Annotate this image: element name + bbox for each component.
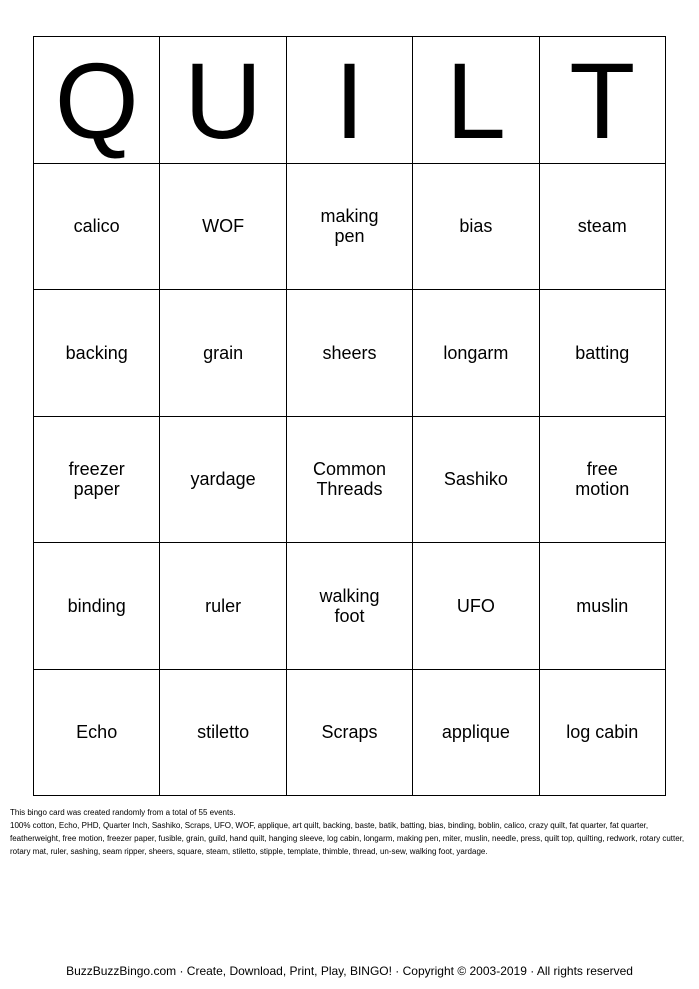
events-list: 100% cotton, Echo, PHD, Quarter Inch, Sashiko, Scraps, UFO, WOF, applique, art quilt, backing, baste, batik, batting, bias, binding, boblin, calico, crazy quilt, fat quarter, fat quarter, featherweight, free motion, freezer paper, fusible, grain, guild, hand quilt, hanging sleeve, log cabin, longarm, making pen, miter, muslin, needle, press, quilt top, quilting, redwork, rotary cutter, rotary mat, ruler, sashing, seam ripper, sheers, square, steam, stiletto, stipple, template, thimble, thread, un-sew, walking foot, yardage. (10, 821, 685, 856)
bingo-cell-text: sheers (322, 342, 377, 363)
bingo-cell (160, 417, 286, 544)
bingo-cell-text: bias (459, 216, 493, 237)
bingo-cell (287, 164, 413, 291)
bingo-cell (287, 417, 413, 544)
bingo-cell-text: applique (441, 722, 510, 743)
bingo-cell-text: ruler (205, 595, 242, 616)
bingo-cell (540, 290, 666, 417)
bingo-row-5 (34, 670, 666, 797)
bingo-cell (413, 290, 539, 417)
bingo-cell-text: stiletto (197, 722, 250, 743)
bingo-cell (540, 670, 666, 797)
bingo-cell (34, 670, 160, 797)
bingo-cell (540, 543, 666, 670)
header-letter-i: I (287, 37, 413, 164)
bingo-cell-text: calico (73, 216, 120, 237)
header-letter-l: L (413, 37, 539, 164)
bingo-cell-text: grain (203, 342, 244, 363)
bingo-cell-text: Common Threads (312, 459, 386, 500)
bingo-cell (413, 417, 539, 544)
bingo-cell (287, 670, 413, 797)
bingo-cell-text: yardage (190, 469, 256, 490)
bingo-cell (287, 543, 413, 670)
bingo-cell-text: batting (575, 342, 630, 363)
header-letter-t: T (540, 37, 666, 164)
bingo-cell-text: freezer paper (68, 459, 125, 500)
bingo-cell-text: free motion (575, 459, 630, 500)
header-letter-u: U (160, 37, 286, 164)
bingo-cell-text: binding (67, 595, 126, 616)
bingo-cell-text: UFO (456, 595, 495, 616)
bingo-cell-text: Scraps (321, 722, 378, 743)
bingo-cell-text: Sashiko (443, 469, 508, 490)
card-info (10, 806, 690, 858)
bingo-cell-text: making pen (320, 206, 379, 247)
bingo-cell (413, 543, 539, 670)
bingo-cell-text: walking foot (319, 585, 380, 626)
bingo-cell (287, 290, 413, 417)
bingo-cell (540, 417, 666, 544)
bingo-row-1 (34, 164, 666, 291)
bingo-cell (160, 164, 286, 291)
bingo-cell (413, 670, 539, 797)
bingo-row-4 (34, 543, 666, 670)
footer-copyright: BuzzBuzzBingo.com · Create, Download, Print, Play, BINGO! · Copyright © 2003-2019 · All rights reserved (66, 964, 633, 978)
bingo-row-2 (34, 290, 666, 417)
created-note: This bingo card was created randomly from a total of 55 events. (10, 808, 236, 817)
bingo-row-3 (34, 417, 666, 544)
bingo-cell (34, 543, 160, 670)
bingo-cell-text: log cabin (566, 722, 639, 743)
bingo-cell (413, 164, 539, 291)
bingo-cell (34, 290, 160, 417)
bingo-cell (160, 543, 286, 670)
bingo-cell (540, 164, 666, 291)
bingo-cell-text: WOF (202, 216, 245, 237)
bingo-header-row (34, 37, 666, 164)
header-letter-q: Q (34, 37, 160, 164)
bingo-cell (160, 670, 286, 797)
bingo-cell-text: muslin (576, 595, 629, 616)
bingo-cell-text: longarm (443, 342, 509, 363)
bingo-cell-text: Echo (76, 722, 118, 743)
bingo-cell (34, 417, 160, 544)
bingo-card (33, 36, 666, 796)
bingo-cell (34, 164, 160, 291)
bingo-cell (160, 290, 286, 417)
bingo-cell-text: backing (65, 342, 128, 363)
bingo-cell-text: steam (577, 216, 627, 237)
